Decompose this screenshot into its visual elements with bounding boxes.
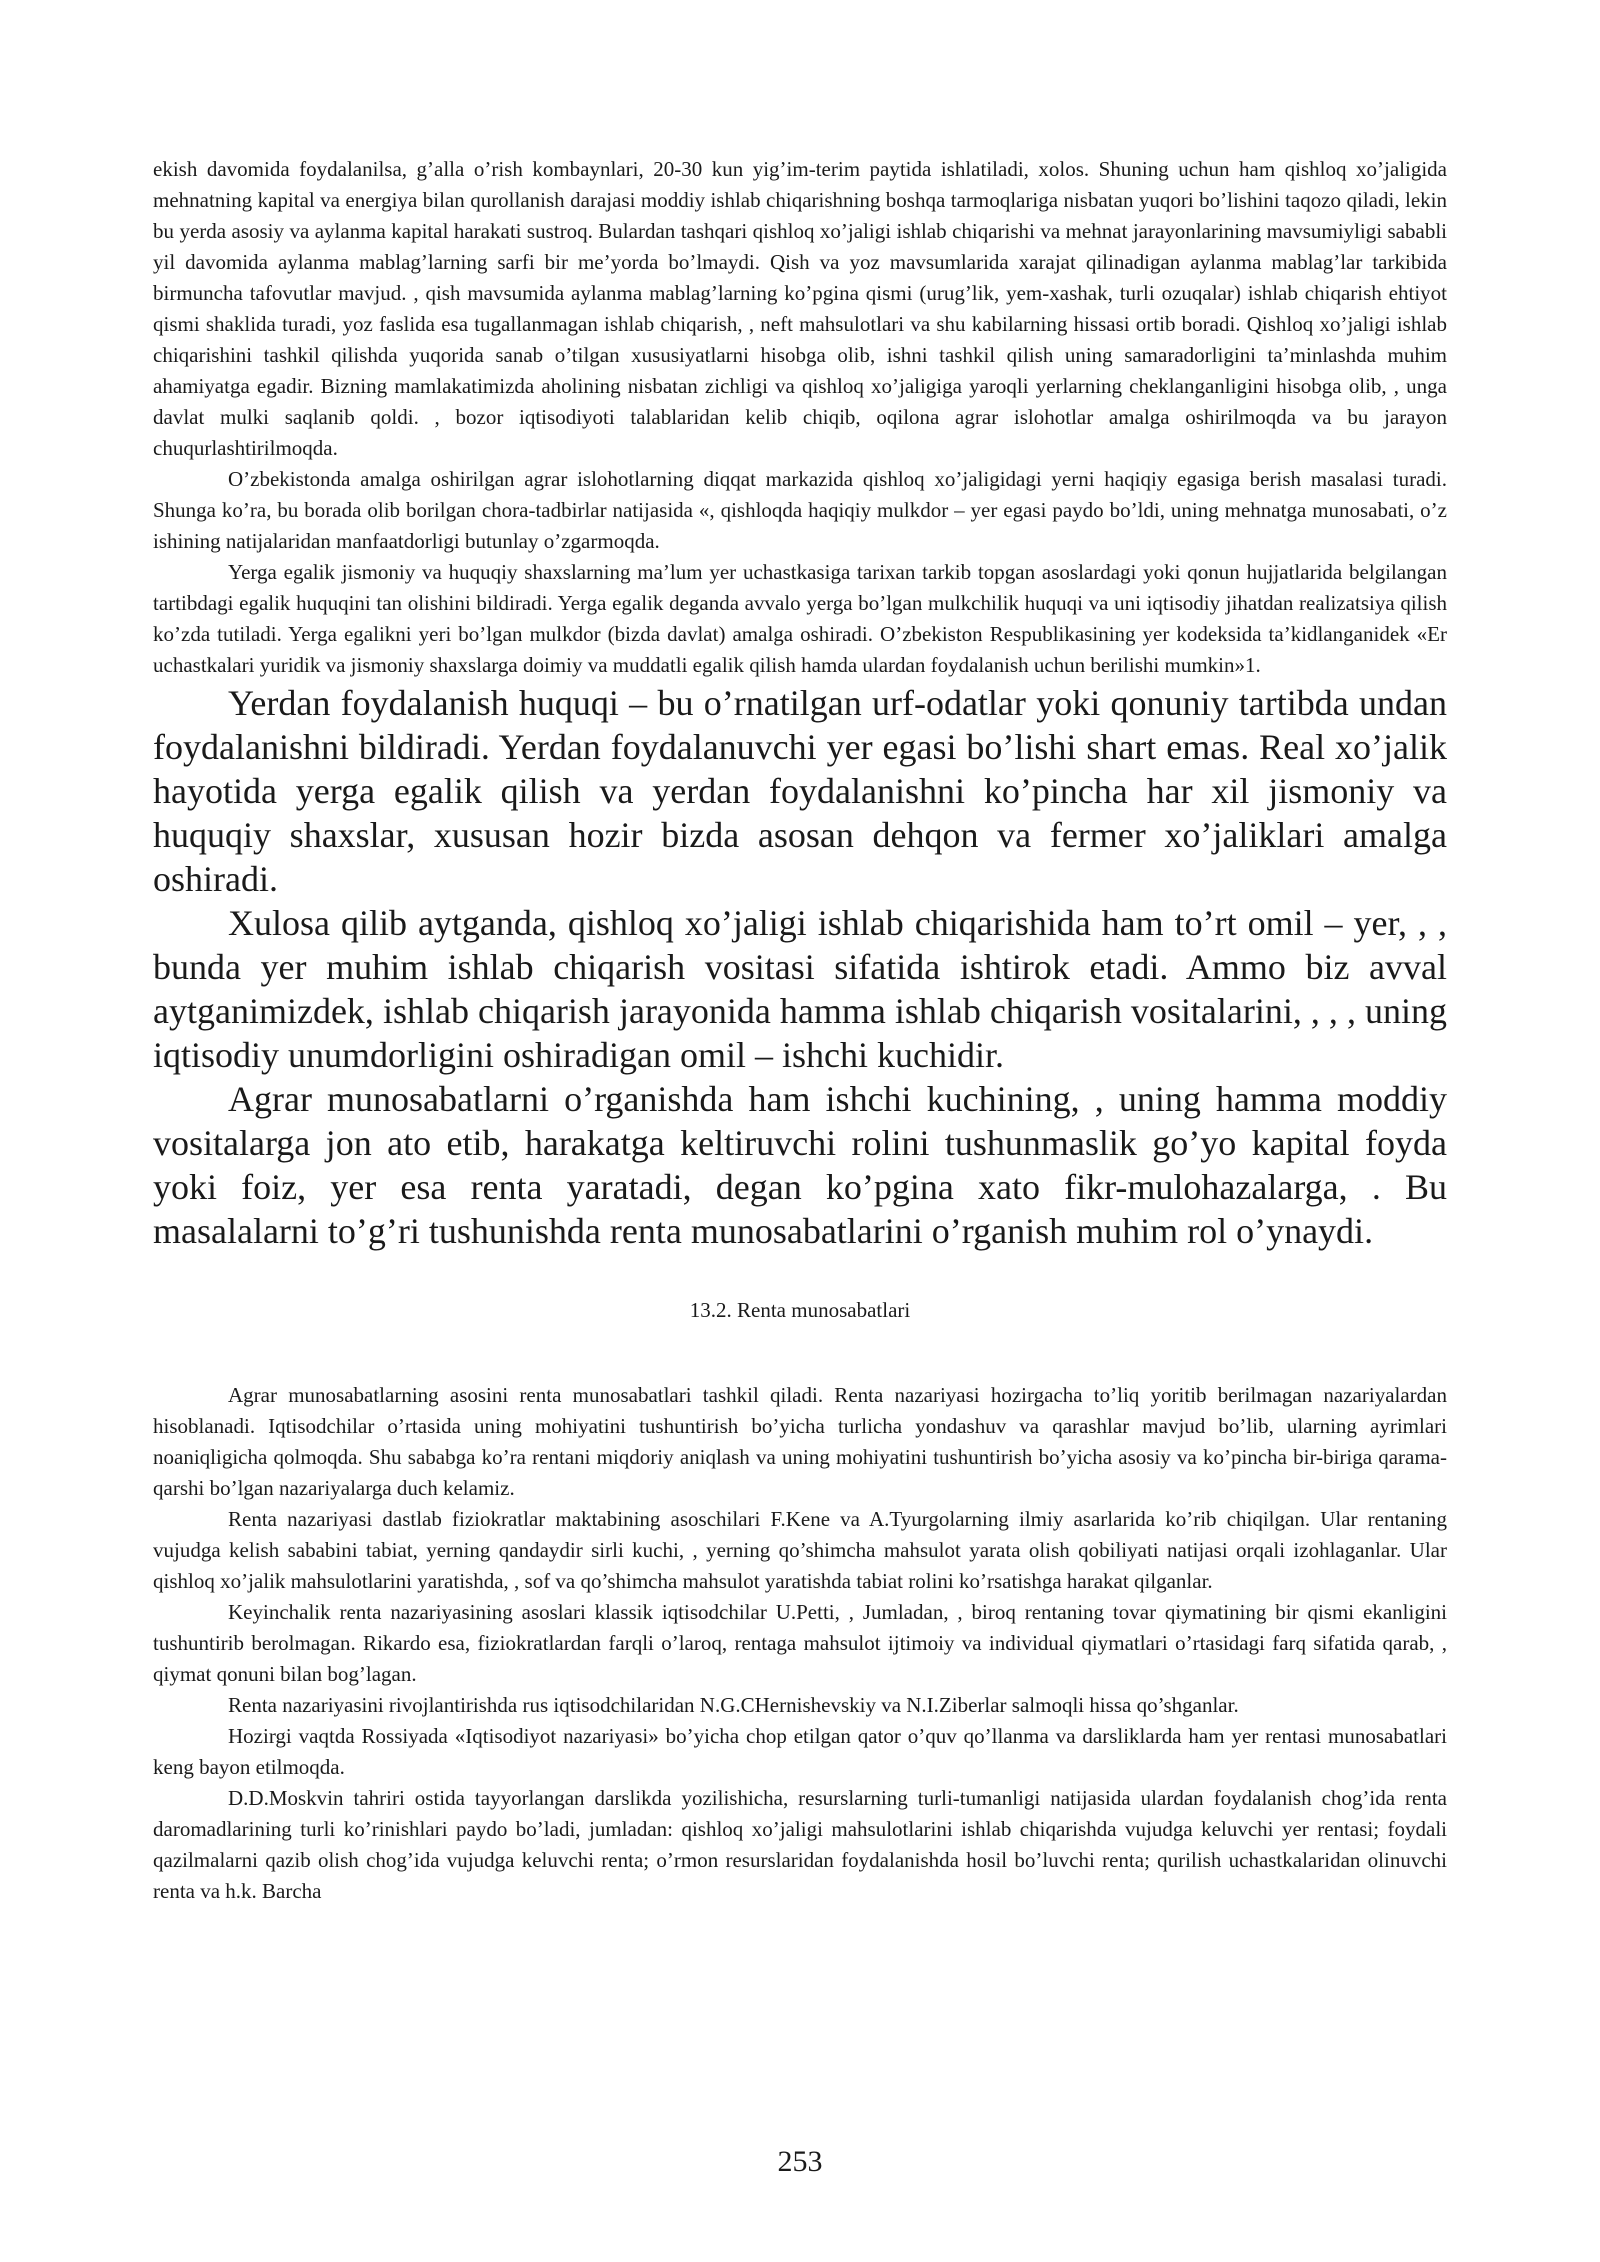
paragraph-large: Agrar munosabatlarni o’rganishda ham ishchi kuchining, , uning hamma moddiy vositalarga jon ato etib, harakatga keltiruvchi rolini tushunmaslik go’yo kapital foyda yoki foiz, yer esa renta yaratadi, degan ko’pgina xato fikr-mulohazalarga, . Bu masalalarni to’g’ri tushunishda renta munosabatlarini o’rganish muhim rol o’ynaydi. [153, 1079, 1447, 1251]
paragraph: Keyinchalik renta nazariyasining asoslari klassik iqtisodchilar U.Petti, , Jumladan, , biroq rentaning tovar qiymatining bir qismi ekanligini tushuntirib berolmagan. Rikardo esa, fiziokratlardan farqli o’laroq, rentaga mahsulot ijtimoiy va individual qiymatlari o’rtasidagi farq sifatida qarab, , qiymat qonuni bilan bog’lagan. [153, 1600, 1447, 1686]
paragraph: D.D.Moskvin tahriri ostida tayyorlangan darslikda yozilishicha, resurslarning turli-tumanligi natijasida ulardan foydalanish chog’ida renta daromadlarining turli ko’rinishlari paydo bo’ladi, jumladan: qishloq xo’jaligi mahsulotlarini ishlab chiqarishda vujudga keluvchi yer rentasi; foydali qazilmalarni qazib olish chog’ida vujudga keluvchi renta; o’rmon resurslaridan foydalanishda hosil bo’luvchi renta; qurilish uchastkalaridan olinuvchi renta va h.k. Barcha [153, 1786, 1447, 1903]
paragraph: Yerga egalik jismoniy va huquqiy shaxslarning ma’lum yer uchastkasiga tarixan tarkib topgan asoslardagi yoki qonun hujjatlarida belgilangan tartibdagi egalik huquqini tan olishini bildiradi. Yerga egalik deganda avvalo yerga bo’lgan mulkchilik huquqi va uni iqtisodiy jihatdan realizatsiya qilish ko’zda tutiladi. Yerga egalikni yeri bo’lgan mulkdor (bizda davlat) amalga oshiradi. O’zbekiston Respublikasining yer kodeksida ta’kidlanganidek «Er uchastkalari yuridik va jismoniy shaxslarga doimiy va muddatli egalik qilish hamda ulardan foydalanish uchun berilishi mumkin»1. [153, 560, 1447, 677]
page-body [153, 154, 1447, 1907]
paragraph-large: Xulosa qilib aytganda, qishloq xo’jaligi ishlab chiqarishida ham to’rt omil – yer, , , bunda yer muhim ishlab chiqarish vositasi sifatida ishtirok etadi. Ammo biz avval aytganimizdek, ishlab chiqarish jarayonida hamma ishlab chiqarish vositalarini, , , , uning iqtisodiy unumdorligini oshiradigan omil – ishchi kuchidir. [153, 903, 1447, 1075]
paragraph: O’zbekistonda amalga oshirilgan agrar islohotlarning diqqat markazida qishloq xo’jaligidagi yerni haqiqiy egasiga berish masalasi turadi. Shunga ko’ra, bu borada olib borilgan chora-tadbirlar natijasida «, qishloqda haqiqiy mulkdor – yer egasi paydo bo’ldi, uning mehnatga munosabati, o’z ishining natijalaridan manfaatdorligi butunlay o’zgarmoqda. [153, 467, 1447, 553]
paragraph: Renta nazariyasi dastlab fiziokratlar maktabining asoschilari F.Kene va A.Tyurgolarning ilmiy asarlarida ko’rib chiqilgan. Ular rentaning vujudga kelish sababini tabiat, yerning qandaydir sirli kuchi, , yerning qo’shimcha mahsulot yarata olish qobiliyati natijasi orqali izohlaganlar. Ular qishloq xo’jalik mahsulotlarini yaratishda, , sof va qo’shimcha mahsulot yaratishda tabiat rolini ko’rsatishga harakat qilganlar. [153, 1507, 1447, 1593]
paragraph: Renta nazariyasini rivojlantirishda rus iqtisodchilaridan N.G.CHernishevskiy va N.I.Ziberlar salmoqli hissa qo’shganlar. [228, 1693, 1239, 1717]
paragraph: Agrar munosabatlarning asosini renta munosabatlari tashkil qiladi. Renta nazariyasi hozirgacha to’liq yoritib berilmagan nazariyalardan hisoblanadi. Iqtisodchilar o’rtasida uning mohiyatini tushuntirish bo’yicha turlicha yondashuv va qarashlar mavjud bo’lib, ularning ayrimlari noaniqligicha qolmoqda. Shu sababga ko’ra rentani miqdoriy aniqlash va uning mohiyatini tushuntirish bo’yicha asosiy va ko’pincha bir-biriga qarama-qarshi bo’lgan nazariyalarga duch kelamiz. [153, 1383, 1447, 1500]
paragraph-large: Yerdan foydalanish huquqi – bu o’rnatilgan urf-odatlar yoki qonuniy tartibda undan foydalanishni bildiradi. Yerdan foydalanuvchi yer egasi bo’lishi shart emas. Real xo’jalik hayotida yerga egalik qilish va yerdan foydalanishni ko’pincha har xil jismoniy va huquqiy shaxslar, xususan hozir bizda asosan dehqon va fermer xo’jaliklari amalga oshiradi. [153, 683, 1447, 899]
page-number: 253 [777, 2145, 823, 2178]
paragraph: ekish davomida foydalanilsa, g’alla o’rish kombaynlari, 20-30 kun yig’im-terim paytida ishlatiladi, xolos. Shuning uchun ham qishloq xo’jaligida mehnatning kapital va energiya bilan qurollanish darajasi moddiy ishlab chiqarishning boshqa tarmoqlariga nisbatan yuqori bo’lishini taqozo qiladi, lekin bu yerda asosiy va aylanma kapital harakati sustroq. Bulardan tashqari qishloq xo’jaligi ishlab chiqarishi va mehnat jarayonlarining mavsumiyligi sababli yil davomida aylanma mablag’larning sarfi bir me’yorda bo’lmaydi. Qish va yoz mavsumlarida xarajat qilinadigan aylanma mablag’lar tarkibida birmuncha tafovutlar mavjud. , qish mavsumida aylanma mablag’larning ko’pgina qismi (urug’lik, yem-xashak, turli ozuqalar) ishlab chiqarish ehtiyot qismi shaklida turadi, yoz faslida esa tugallanmagan ishlab chiqarish, , neft mahsulotlari va shu kabilarning hissasi ortib boradi. Qishloq xo’jaligi ishlab chiqarishini tashkil qilishda yuqorida sanab o’tilgan xususiyatlarni hisobga olib, ishni tashkil qilish uning samaradorligini ta’minlashda muhim ahamiyatga egadir. Bizning mamlakatimizda aholining nisbatan zichligi va qishloq xo’jaligiga yaroqli yerlarning cheklanganligini hisobga olib, , unga davlat mulki saqlanib qoldi. , bozor iqtisodiyoti talablaridan kelib chiqib, oqilona agrar islohotlar amalga oshirilmoqda va bu jarayon chuqurlashtirilmoqda. [153, 157, 1447, 460]
paragraph: Hozirgi vaqtda Rossiyada «Iqtisodiyot nazariyasi» bo’yicha chop etilgan qator o’quv qo’llanma va darsliklarda ham yer rentasi munosabatlari keng bayon etilmoqda. [153, 1724, 1447, 1779]
section-heading: 13.2. Renta munosabatlari [689, 1298, 911, 1322]
